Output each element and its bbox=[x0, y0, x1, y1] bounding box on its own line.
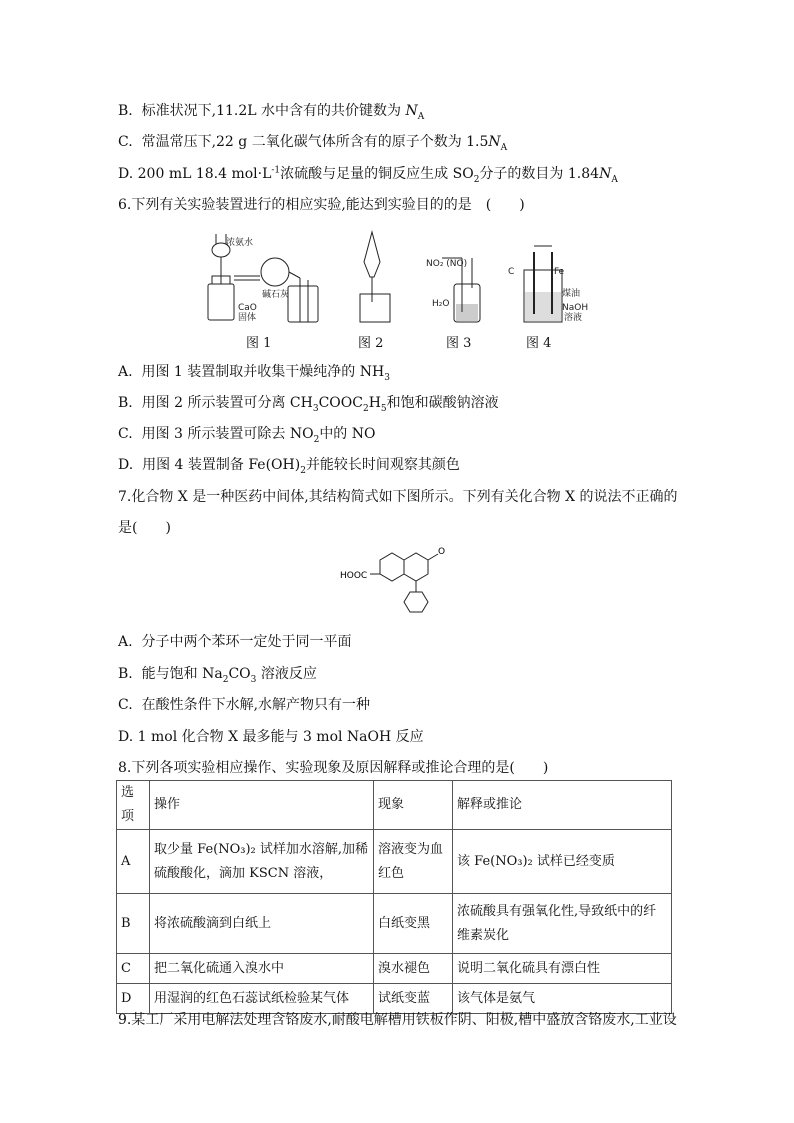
fig4-label-solution: 溶液 bbox=[564, 313, 583, 323]
fig1-label-cao: CaO bbox=[238, 303, 257, 313]
table-row bbox=[117, 954, 672, 984]
row-operation: 把二氧化硫通入溴水中 bbox=[150, 954, 374, 984]
row-explanation: 浓硫酸具有强氧化性,导致纸中的纤 维素炭化 bbox=[453, 894, 672, 954]
q8-stem: 8.下列各项实验相应操作、实验现象及原因解释或推论合理的是( ) bbox=[118, 760, 549, 776]
row-option: D bbox=[117, 984, 150, 1014]
fig-label-2: 图 2 bbox=[358, 336, 384, 351]
header-option: 选项 bbox=[117, 781, 150, 830]
q9-stem: 9.某工厂采用电解法处理含铬废水,耐酸电解槽用铁板作阴、阳极,槽中盛放含铬废水,工业设 bbox=[118, 1012, 677, 1028]
ring-lactone bbox=[404, 553, 428, 581]
row-operation: 取少量 Fe(NO₃)₂ 试样加水溶解,加稀 硫酸酸化，滴加 KSCN 溶液， bbox=[150, 830, 374, 894]
q6-option-c: C. 用图 3 所示装置可除去 $NO_2$中的 NO bbox=[118, 426, 376, 445]
q5-option-d: D. 200 mL 18.4 $mol\cdot L^{-1}$浓硫酸与足量的铜反应生成 $SO_2$分子的数目为 $1.84N_A$ bbox=[118, 165, 618, 185]
fig4-label-naoh: NaOH bbox=[562, 303, 589, 313]
oxygen-label: O bbox=[438, 547, 446, 557]
q7-option-b: B. 能与饱和 $Na_2CO_3$ 溶液反应 bbox=[118, 666, 317, 685]
fig1-drying-bulb bbox=[261, 258, 289, 286]
q7-stem-line2: 是( ) bbox=[118, 520, 171, 536]
q5-option-c: C. 常温常压下,22 g 二氧化碳气体所含有的原子个数为 $1.5N_A$ bbox=[118, 134, 508, 153]
q6-stem: 6.下列有关实验装置进行的相应实验,能达到实验目的的是 ( ) bbox=[118, 197, 525, 213]
ring-benzo bbox=[380, 553, 404, 581]
header-phenomenon: 现象 bbox=[374, 781, 453, 830]
fig4-label-fe: Fe bbox=[554, 267, 565, 277]
q6-option-d: D. 用图 4 装置制备 $Fe(OH)_2$并能较长时间观察其颜色 bbox=[118, 457, 460, 476]
header-operation: 操作 bbox=[150, 781, 374, 830]
row-operation: 将浓硫酸滴到白纸上 bbox=[150, 894, 374, 954]
fig1-flask bbox=[208, 284, 234, 320]
fig3-label-water: H₂O bbox=[432, 299, 450, 309]
q7-stem-line1: 7.化合物 X 是一种医药中间体,其结构简式如下图所示。下列有关化合物 X 的说法不正确的 bbox=[118, 489, 678, 505]
fig2-beaker bbox=[360, 294, 390, 322]
fig1-label-solid: 固体 bbox=[238, 313, 257, 323]
fig4-label-kerosene: 煤油 bbox=[562, 289, 581, 299]
table-header-row bbox=[117, 781, 672, 830]
row-explanation: 该 Fe(NO₃)₂ 试样已经变质 bbox=[453, 830, 672, 894]
compound-x-structure bbox=[340, 538, 450, 618]
q8-table bbox=[116, 780, 672, 1014]
hooc-label: HOOC bbox=[340, 571, 368, 581]
fig1-collector bbox=[288, 286, 318, 322]
fig2-sep-funnel bbox=[364, 232, 380, 277]
q7-option-a: A. 分子中两个苯环一定处于同一平面 bbox=[118, 634, 352, 650]
fig4-label-c: C bbox=[508, 267, 515, 277]
q5-option-b: B. 标准状况下,11.2L 水中含有的共价键数为 $N_A$ bbox=[118, 103, 425, 122]
table-row bbox=[117, 984, 672, 1014]
row-option: B bbox=[117, 894, 150, 954]
row-option: C bbox=[117, 954, 150, 984]
row-option: A bbox=[117, 830, 150, 894]
q6-option-a: A. 用图 1 装置制取并收集干燥纯净的 $NH_3$ bbox=[118, 364, 390, 383]
fig1-label-ammonia: 浓氨水 bbox=[226, 238, 254, 248]
fig3-label-gas: NO₂ (NO) bbox=[426, 259, 468, 269]
row-explanation: 该气体是氨气 bbox=[453, 984, 672, 1014]
fig-label-1: 图 1 bbox=[246, 336, 272, 351]
fig-label-4: 图 4 bbox=[526, 336, 552, 351]
apparatus-figures bbox=[190, 222, 590, 352]
row-phenomenon: 白纸变黑 bbox=[374, 894, 453, 954]
row-phenomenon: 溶液变为血 红色 bbox=[374, 830, 453, 894]
row-operation: 用湿润的红色石蕊试纸检验某气体 bbox=[150, 984, 374, 1014]
header-explanation: 解释或推论 bbox=[453, 781, 672, 830]
row-explanation: 说明二氧化硫具有漂白性 bbox=[453, 954, 672, 984]
molecule-diagram bbox=[340, 538, 450, 618]
table-row bbox=[117, 894, 672, 954]
row-phenomenon: 溴水褪色 bbox=[374, 954, 453, 984]
ring-phenyl bbox=[404, 592, 428, 612]
fig-label-3: 图 3 bbox=[446, 336, 472, 351]
q6-option-b: B. 用图 2 所示装置可分离 $CH_3COOC_2H_5$和饱和碳酸钠溶液 bbox=[118, 395, 499, 414]
q7-option-d: D. 1 mol 化合物 X 最多能与 3 mol NaOH 反应 bbox=[118, 729, 424, 745]
table-row bbox=[117, 830, 672, 894]
fig1-label-soda-lime: 碱石灰 bbox=[262, 290, 290, 300]
row-phenomenon: 试纸变蓝 bbox=[374, 984, 453, 1014]
q7-option-c: C. 在酸性条件下水解,水解产物只有一种 bbox=[118, 697, 371, 713]
